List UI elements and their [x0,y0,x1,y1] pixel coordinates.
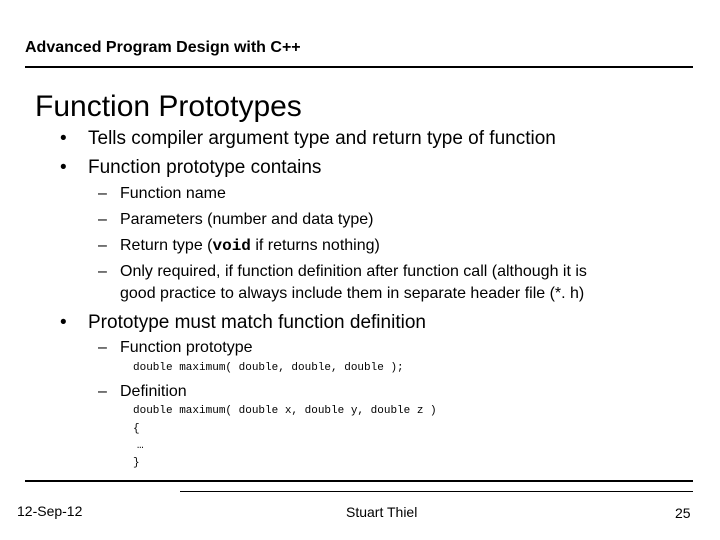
prototype-label: Function prototype [120,339,253,356]
return-type-text-after: if returns nothing) [250,237,380,254]
footer-date: 12-Sep-12 [17,503,83,519]
footer-divider [25,480,693,482]
bullet-marker: • [60,312,67,333]
definition-code-line: double maximum( double x, double y, double z ) [133,405,437,417]
sub-item-parameters: Parameters (number and data type) [120,211,374,228]
dash-marker: – [98,339,107,356]
slide-title: Function Prototypes [35,90,302,123]
bullet-item: Tells compiler argument type and return type of function [88,128,556,149]
footer-author: Stuart Thiel [346,504,418,520]
bullet-item: Function prototype contains [88,157,322,178]
return-type-text-before: Return type ( [120,237,213,254]
page-number: 25 [675,505,691,521]
definition-code-line: } [133,457,140,469]
dash-marker: – [98,237,107,254]
course-title: Advanced Program Design with C++ [25,39,301,56]
dash-marker: – [98,263,107,280]
bullet-marker: • [60,157,67,178]
dash-marker: – [98,383,107,400]
sub-item-only-required-line1: Only required, if function definition after function call (although it is [120,263,587,280]
sub-item-function-name: Function name [120,185,226,202]
sub-item-return-type [120,237,380,255]
bullet-marker: • [60,128,67,149]
header-divider [25,66,693,68]
definition-code-line: … [137,440,144,452]
dash-marker: – [98,185,107,202]
bullet-item: Prototype must match function definition [88,312,426,333]
prototype-code: double maximum( double, double, double ); [133,362,404,374]
sub-item-only-required-line2: good practice to always include them in separate header file (*. h) [120,285,585,302]
footer-divider-short [180,491,693,492]
definition-label: Definition [120,383,187,400]
dash-marker: – [98,211,107,228]
definition-code-line: { [133,423,140,435]
void-keyword: void [212,237,251,255]
